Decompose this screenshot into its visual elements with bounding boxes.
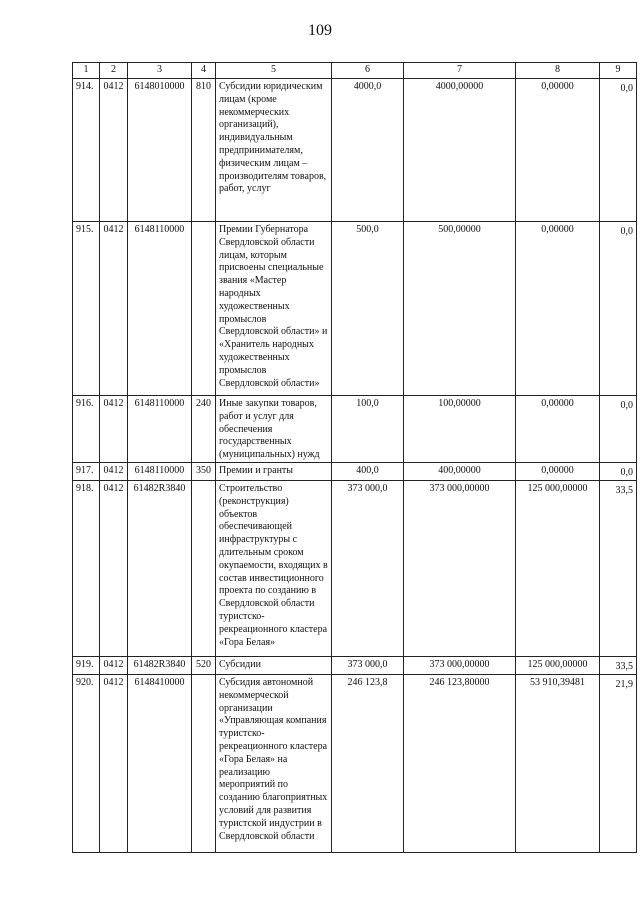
executed-amount: 0,00000 — [516, 396, 600, 463]
execution-percent: 0,0 — [600, 396, 637, 463]
execution-percent: 0,0 — [600, 462, 637, 480]
executed-amount: 0,00000 — [516, 222, 600, 396]
item-name: Субсидия автономной некоммерческой организации «Управляющая компания туристско-рекреационного кластера «Гора Белая» на реализацию мероприятий по созданию благоприятных условий для развития туристской индустрии в Свердловской области — [216, 674, 332, 852]
approved-amount: 100,00000 — [404, 396, 516, 463]
row-number: 917. — [73, 462, 100, 480]
section-code: 0412 — [100, 462, 128, 480]
column-header: 3 — [128, 63, 192, 79]
planned-amount: 373 000,0 — [332, 480, 404, 656]
row-number: 915. — [73, 222, 100, 396]
planned-amount: 400,0 — [332, 462, 404, 480]
approved-amount: 246 123,80000 — [404, 674, 516, 852]
planned-amount: 4000,0 — [332, 79, 404, 222]
table-row — [73, 396, 637, 463]
executed-amount: 53 910,39481 — [516, 674, 600, 852]
execution-percent: 0,0 — [600, 222, 637, 396]
target-article-code: 6148010000 — [128, 79, 192, 222]
table-row — [73, 674, 637, 852]
column-header: 1 — [73, 63, 100, 79]
item-name: Премии Губернатора Свердловской области лицам, которым присвоены специальные звания «Мастер народных художественных промыслов Свердловской области» и «Хранитель народных художественных промыслов Свердловской области» — [216, 222, 332, 396]
table-row — [73, 656, 637, 674]
executed-amount: 125 000,00000 — [516, 656, 600, 674]
execution-percent: 0,0 — [600, 79, 637, 222]
expense-type-code — [192, 222, 216, 396]
row-number: 918. — [73, 480, 100, 656]
expense-type-code — [192, 480, 216, 656]
execution-percent: 33,5 — [600, 656, 637, 674]
target-article-code: 61482R3840 — [128, 656, 192, 674]
section-code: 0412 — [100, 396, 128, 463]
executed-amount: 0,00000 — [516, 79, 600, 222]
expense-type-code: 520 — [192, 656, 216, 674]
column-header: 4 — [192, 63, 216, 79]
target-article-code: 6148110000 — [128, 396, 192, 463]
section-code: 0412 — [100, 656, 128, 674]
row-number: 916. — [73, 396, 100, 463]
approved-amount: 4000,00000 — [404, 79, 516, 222]
planned-amount: 100,0 — [332, 396, 404, 463]
item-name: Строительство (реконструкция) объектов обеспечивающей инфраструктуры с длительным сроком окупаемости, входящих в состав инвестиционного проекта по созданию в Свердловской области туристско-рекреационного кластера «Гора Белая» — [216, 480, 332, 656]
header-row — [73, 63, 637, 79]
execution-percent: 33,5 — [600, 480, 637, 656]
approved-amount: 373 000,00000 — [404, 480, 516, 656]
table-row — [73, 79, 637, 222]
row-number: 914. — [73, 79, 100, 222]
target-article-code: 61482R3840 — [128, 480, 192, 656]
column-header: 5 — [216, 63, 332, 79]
planned-amount: 246 123,8 — [332, 674, 404, 852]
expense-type-code: 350 — [192, 462, 216, 480]
column-header: 9 — [600, 63, 637, 79]
expense-type-code: 240 — [192, 396, 216, 463]
section-code: 0412 — [100, 79, 128, 222]
item-name: Субсидии юридическим лицам (кроме некоммерческих организаций), индивидуальным предпринимателям, физическим лицам – производителям товаров, работ, услуг — [216, 79, 332, 222]
planned-amount: 373 000,0 — [332, 656, 404, 674]
row-number: 920. — [73, 674, 100, 852]
budget-table — [72, 62, 637, 853]
section-code: 0412 — [100, 222, 128, 396]
expense-type-code: 810 — [192, 79, 216, 222]
target-article-code: 6148110000 — [128, 222, 192, 396]
approved-amount: 500,00000 — [404, 222, 516, 396]
column-header: 6 — [332, 63, 404, 79]
approved-amount: 400,00000 — [404, 462, 516, 480]
column-header: 7 — [404, 63, 516, 79]
row-number: 919. — [73, 656, 100, 674]
target-article-code: 6148410000 — [128, 674, 192, 852]
planned-amount: 500,0 — [332, 222, 404, 396]
page-number: 109 — [308, 22, 332, 39]
section-code: 0412 — [100, 674, 128, 852]
approved-amount: 373 000,00000 — [404, 656, 516, 674]
table-row — [73, 222, 637, 396]
item-name: Субсидии — [216, 656, 332, 674]
executed-amount: 125 000,00000 — [516, 480, 600, 656]
section-code: 0412 — [100, 480, 128, 656]
item-name: Премии и гранты — [216, 462, 332, 480]
column-header: 8 — [516, 63, 600, 79]
target-article-code: 6148110000 — [128, 462, 192, 480]
executed-amount: 0,00000 — [516, 462, 600, 480]
table-row — [73, 480, 637, 656]
execution-percent: 21,9 — [600, 674, 637, 852]
table-row — [73, 462, 637, 480]
column-header: 2 — [100, 63, 128, 79]
expense-type-code — [192, 674, 216, 852]
item-name: Иные закупки товаров, работ и услуг для обеспечения государственных (муниципальных) нужд — [216, 396, 332, 463]
